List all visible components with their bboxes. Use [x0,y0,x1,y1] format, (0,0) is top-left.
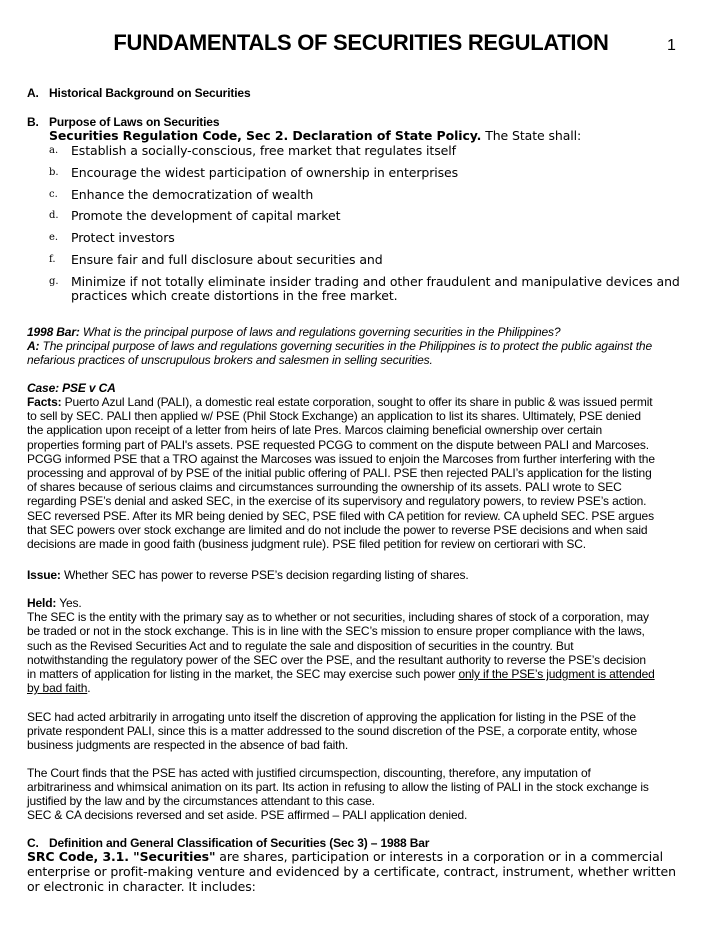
document-title: FUNDAMENTALS OF SECURITIES REGULATION [113,30,609,55]
section-b-marker: B. [27,115,39,129]
text-line: business judgments are respected in the absence of bad faith. [27,738,349,752]
facts-line: regarding PSE’s denial and asked SEC, in the exercise of its supervisory and regulatory powers, to review PSE’s action. [27,494,647,509]
facts-line: that SEC powers over stock exchange are limited and do not include the power to reverse PSE decisions and when said [27,522,648,537]
securities-definition-text: are shares, participation or interests in a corporation or in a commercial [215,849,664,864]
section-a-heading: Historical Background on Securities [49,86,251,100]
list-item: Enhance the democratization of wealth [71,187,314,202]
facts-label: Facts: [27,395,62,409]
case-held [27,596,82,610]
list-item-letter: a. [49,145,59,156]
text-line: SEC had acted arbitrarily in arrogating unto itself the discretion of approving the application for listing in the PSE of the [27,710,636,724]
text-line: be traded or not in the stock exchange. This is in line with the SEC’s mission to ensure proper compliance with the laws, [27,624,645,639]
bar-answer-line: nefarious practices of unscrupulous brokers and salesmen in selling securities. [27,353,433,367]
securities-definition-title: SRC Code, 3.1. "Securities" [27,849,216,864]
securities-definition-line: or electronic in character. It includes: [27,879,256,894]
bar-question-text: What is the principal purpose of laws and regulations governing securities in the Philippines? [79,325,561,339]
facts-line: PCGG informed PSE that a TRO against the Marcoses was issued to enjoin the Marcoses from further interfering with the [27,451,655,466]
held-text: in matters of application for listing in the market, the SEC may exercise such power [27,667,459,681]
text-line: notwithstanding the regulatory power of the SEC over the PSE, and the resultant authority to reverse the PSE’s decision [27,652,646,667]
facts-line: properties forming part of PALI's assets. PSE requested PCGG to comment on the dispute between PALI and Marcoses. [27,437,649,452]
facts-line [27,395,652,409]
list-item: practices which create distortions in the free market. [71,288,398,303]
list-item-letter: c. [49,189,58,200]
held-line [27,681,90,695]
facts-line: processing and approval of by PSE of the initial public offering of PALI. PSE then rejected PALI’s application for the listing [27,466,652,480]
facts-line: the application upon receipt of a letter from heirs of late Pres. Marcos claiming beneficial ownership over certain [27,423,603,438]
text-line: such as the Revised Securities Act and to regulate the sale and disposition of securities in the country. But [27,638,574,653]
held-emphasis: only if the PSE’s judgment is attended [458,667,655,681]
state-policy-provision [49,128,581,143]
list-item: Protect investors [71,230,175,245]
facts-text: Puerto Azul Land (PALI), a domestic real estate corporation, sought to offer its share in public & was issued permit [61,395,653,409]
text-line: SEC & CA decisions reversed and set aside. PSE affirmed – PALI application denied. [27,808,468,822]
facts-line: SEC reversed PSE. After its MR being denied by SEC, PSE filed with CA petition for review. CA upheld SEC. PSE argues [27,508,654,523]
section-a-marker: A. [27,86,39,100]
text-line: justified by the law and by the circumstances attendant to this case. [27,794,375,808]
list-item: Encourage the widest participation of ownership in enterprises [71,165,459,180]
facts-line: decisions are made in good faith (business judgment rule). PSE filed petition for review on certiorari with SC. [27,537,586,551]
held-text: . [87,681,91,695]
text-line: private respondent PALI, since this is a matter addressed to the sound discretion of the PSE, a corporate entity, whose [27,724,638,738]
case-issue [27,568,469,582]
held-answer: Yes. [56,596,82,610]
text-line: The Court finds that the PSE has acted with justified circumspection, discounting, therefore, any imputation of [27,766,591,780]
provision-title: Securities Regulation Code, Sec 2. Declaration of State Policy. [49,128,482,143]
section-b-heading: Purpose of Laws on Securities [49,115,220,129]
bar-answer-text: The principal purpose of laws and regulations governing securities in the Philippines is to protect the public against the [39,339,652,353]
case-heading: Case: PSE v CA [27,381,116,395]
held-line [27,667,655,681]
bar-question-label: 1998 Bar: [27,325,80,339]
facts-line: of shares because of serious claims and circumstances surrounding the ownership of its assets. PALI wrote to SEC [27,480,622,495]
list-item: Establish a socially-conscious, free market that regulates itself [71,143,456,158]
section-c-heading: Definition and General Classification of Securities (Sec 3) – 1988 Bar [49,836,430,850]
securities-definition-line: enterprise or profit-making venture and evidenced by a certificate, contract, instrument, whether written [27,864,676,879]
section-c-marker: C. [27,836,39,850]
securities-definition-line [27,849,663,864]
list-item: Minimize if not totally eliminate insider trading and other fraudulent and manipulative devices and [71,274,680,289]
issue-text: Whether SEC has power to reverse PSE’s decision regarding listing of shares. [60,568,469,582]
bar-question [27,325,560,339]
list-item-letter: e. [49,232,59,243]
list-item-letter: f. [49,254,56,265]
held-emphasis: by bad faith [27,681,88,695]
list-item-letter: b. [49,167,59,178]
list-item-letter: g. [49,276,59,287]
list-item-letter: d. [49,210,59,221]
page-number: 1 [667,37,676,54]
text-line: The SEC is the entity with the primary say as to whether or not securities, including shares of stock of a corporation, may [27,610,649,624]
list-item: Promote the development of capital market [71,208,341,223]
list-item: Ensure fair and full disclosure about securities and [71,252,383,267]
held-label: Held: [27,596,57,610]
facts-line: to sell by SEC. PALI then applied w/ PSE (Phil Stock Exchange) an application to list its shares. Ultimately, PSE denied [27,409,641,424]
bar-answer-line [27,339,652,353]
text-line: arbitrariness and whimsical animation on its part. Its action in refusing to allow the listing of PALI in the stock exchange is [27,780,649,794]
bar-answer-label: A: [27,339,40,353]
provision-text: The State shall: [481,128,582,143]
issue-label: Issue: [27,568,61,582]
